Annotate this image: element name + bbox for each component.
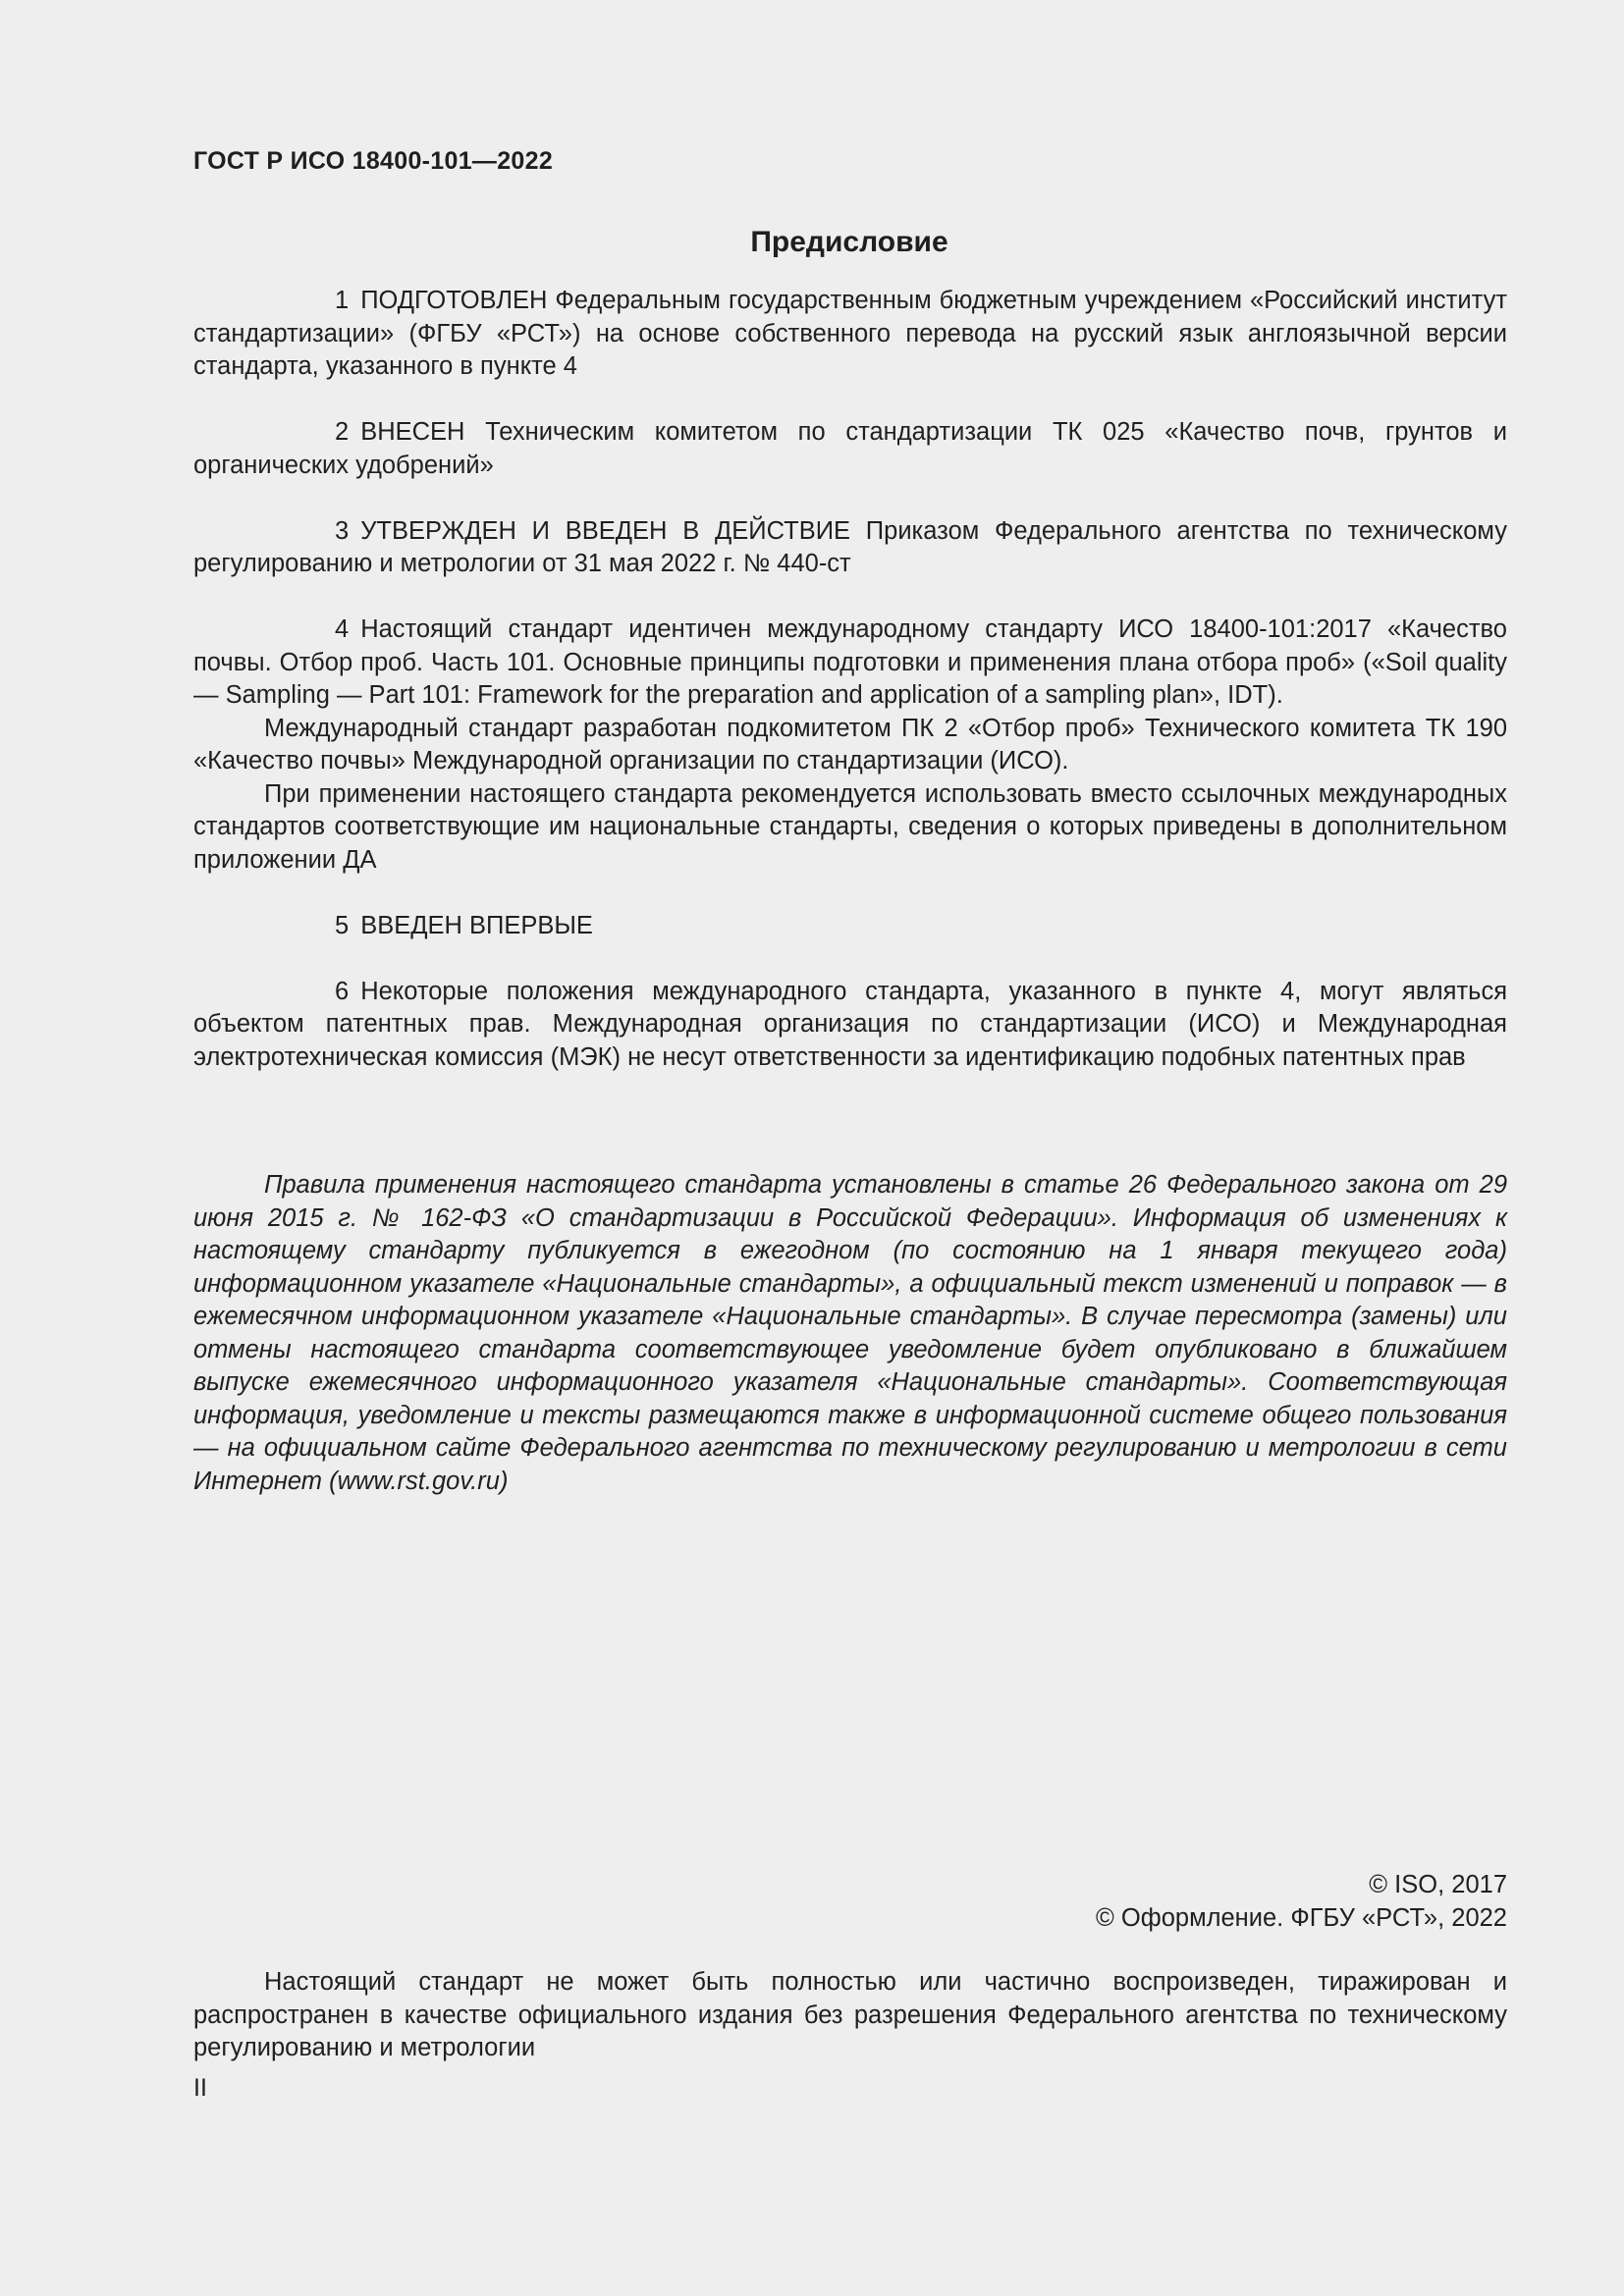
item-text: ПОДГОТОВЛЕН Федеральным государственным бюджетным учреждением «Российский институт стандартизации» (ФГБУ «РСТ») на основе собственного перевода на русский язык англоязычной версии стандарта, указанного в пункте 4 bbox=[193, 287, 1507, 380]
reproduction-notice bbox=[193, 1966, 1507, 2065]
copyright-design: © Оформление. ФГБУ «РСТ», 2022 bbox=[1096, 1903, 1507, 1932]
foreword-item-1 bbox=[193, 285, 1507, 384]
item-text: Настоящий стандарт идентичен международному стандарту ИСО 18400-101:2017 «Качество почвы. Отбор проб. Часть 101. Основные принципы подготовки и применения плана отбора проб» («Soil quality — Sampling — Part 101: Framework for the preparation and application of a sampling plan», IDT). bbox=[193, 615, 1507, 709]
item-number: 4 bbox=[335, 615, 350, 643]
foreword-body bbox=[193, 285, 1507, 1074]
foreword-item-3 bbox=[193, 515, 1507, 581]
foreword-item-4-paragraph: При применении настоящего стандарта рекомендуется использовать вместо ссылочных международных стандартов соответствующие им национальные стандарты, сведения о которых приведены в дополнительном приложении ДА bbox=[193, 779, 1507, 874]
foreword-item-4-paragraph: Международный стандарт разработан подкомитетом ПК 2 «Отбор проб» Технического комитета ТК 190 «Качество почвы» Международной организации по стандартизации (ИСО). bbox=[193, 714, 1507, 774]
section-title: Предисловие bbox=[750, 226, 948, 258]
item-number: 5 bbox=[335, 911, 350, 939]
item-number: 1 bbox=[335, 287, 350, 314]
rules-notice-text: Правила применения настоящего стандарта установлены в статье 26 Федерального закона от 29 июня 2015 г. № 162-ФЗ «О стандартизации в Российской Федерации». Информация об изменениях к настоящему стандарту публикуется в ежегодном (по состоянию на 1 января текущего года) информационном указателе «Национальные стандарты», а официальный текст изменений и поправок — в ежемесячном информационном указателе «Национальные стандарты». В случае пересмотра (замены) или отмены настоящего стандарта соответствующее уведомление будет опубликовано в ближайшем выпуске ежемесячного информационного указателя «Национальные стандарты». Соответствующая информация, уведомление и тексты размещаются также в информационной системе общего пользования — на официальном сайте Федерального агентства по техническому регулированию и метрологии в сети Интернет (www.rst.gov.ru) bbox=[193, 1171, 1507, 1495]
reproduction-notice-text: Настоящий стандарт не может быть полностью или частично воспроизведен, тиражирован и распространен в качестве официального издания без разрешения Федерального агентства по техническому регулированию и метрологии bbox=[193, 1968, 1507, 2061]
item-text: ВНЕСЕН Техническим комитетом по стандартизации ТК 025 «Качество почв, грунтов и органических удобрений» bbox=[193, 418, 1507, 479]
standard-code-header: ГОСТ Р ИСО 18400-101—2022 bbox=[193, 147, 554, 175]
item-text: Некоторые положения международного стандарта, указанного в пункте 4, могут являться объектом патентных прав. Международная организация по стандартизации (ИСО) и Международная электротехническая комиссия (МЭК) не несут ответственности за идентификацию подобных патентных прав bbox=[193, 977, 1507, 1071]
item-text: ВВЕДЕН ВПЕРВЫЕ bbox=[360, 911, 593, 939]
item-number: 2 bbox=[335, 418, 350, 446]
item-text: УТВЕРЖДЕН И ВВЕДЕН В ДЕЙСТВИЕ Приказом Федерального агентства по техническому регулированию и метрологии от 31 мая 2022 г. № 440-ст bbox=[193, 516, 1507, 577]
item-number: 3 bbox=[335, 516, 350, 545]
copyright-iso: © ISO, 2017 bbox=[1369, 1871, 1507, 1898]
rules-notice bbox=[193, 1169, 1507, 1498]
foreword-item-5 bbox=[193, 910, 1507, 943]
foreword-item-4 bbox=[193, 614, 1507, 713]
foreword-item-6 bbox=[193, 976, 1507, 1075]
page-number: II bbox=[193, 2074, 207, 2102]
copyright-block bbox=[1096, 1869, 1507, 1935]
item-number: 6 bbox=[335, 977, 350, 1005]
foreword-item-2 bbox=[193, 416, 1507, 482]
